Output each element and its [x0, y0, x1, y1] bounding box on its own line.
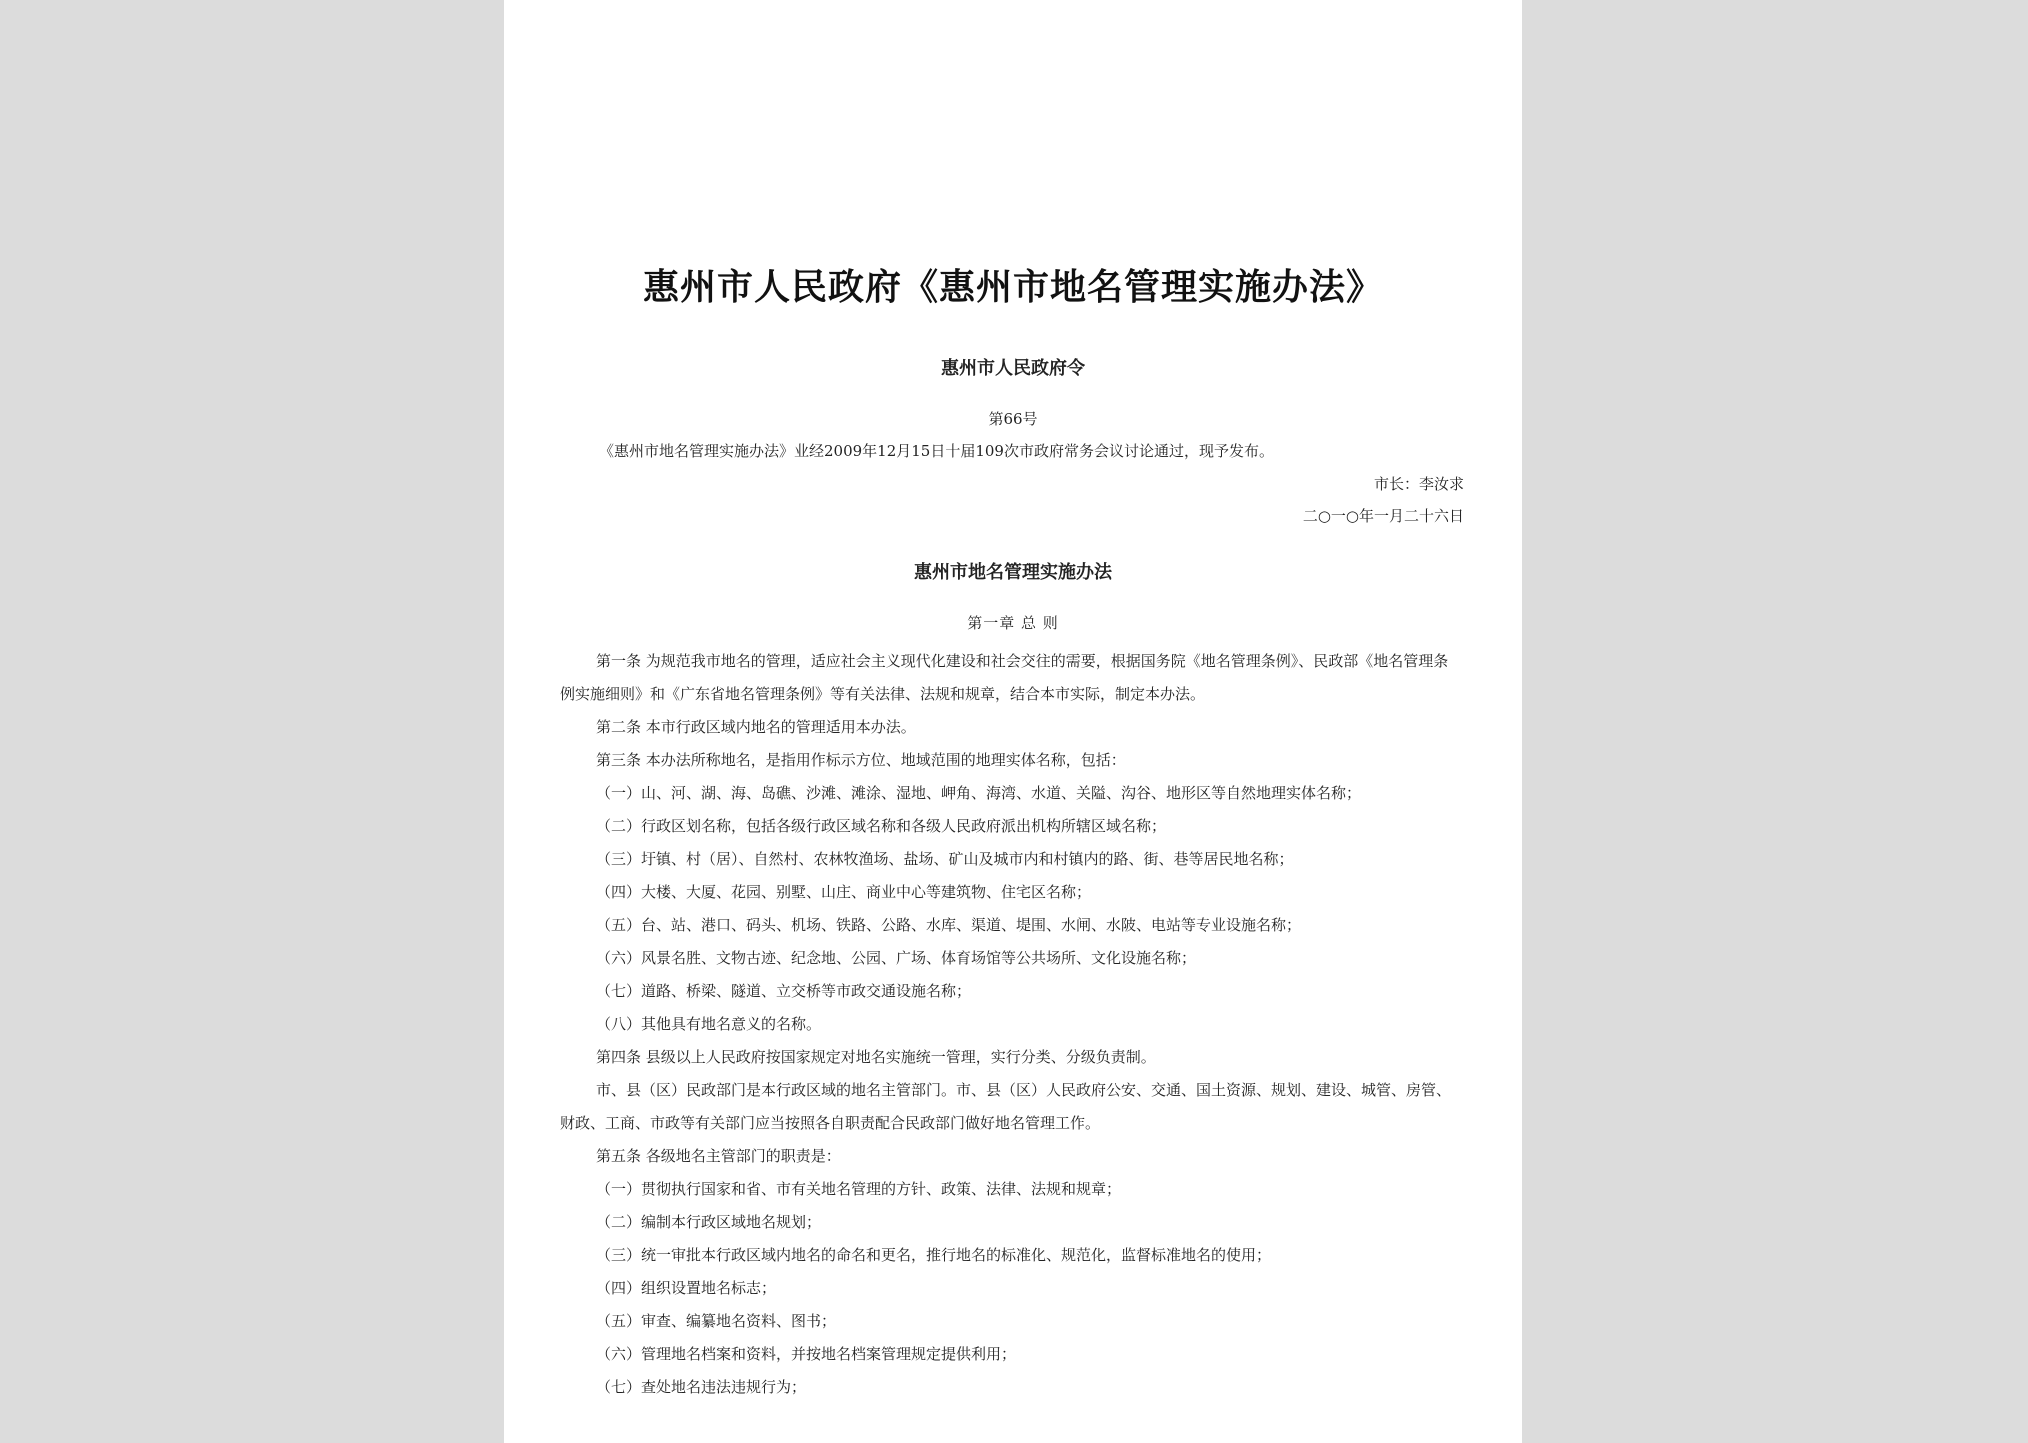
promulgation-text: 《惠州市地名管理实施办法》业经2009年12月15日十届109次市政府常务会议讨论通过，现予发布。	[599, 442, 1274, 460]
paragraph: 第五条 各级地名主管部门的职责是：	[596, 1147, 841, 1165]
paragraph: 市、县（区）民政部门是本行政区域的地名主管部门。市、县（区）人民政府公安、交通、国土资源、规划、建设、城管、房管、财政、工商、市政等有关部门应当按照各自职责配合民政部门做好地名管理工作。	[560, 1081, 1452, 1132]
paragraph: （三）圩镇、村（居）、自然村、农林牧渔场、盐场、矿山及城市内和村镇内的路、街、巷等居民地名称；	[596, 850, 1294, 868]
paragraph: （二）编制本行政区域地名规划；	[596, 1213, 822, 1231]
document-title: 惠州市人民政府《惠州市地名管理实施办法》	[642, 266, 1383, 308]
order-number: 第66号	[988, 410, 1038, 428]
chapter-title: 第一章 总 则	[967, 614, 1059, 632]
paragraph: （八）其他具有地名意义的名称。	[596, 1015, 822, 1033]
document-page	[504, 0, 1522, 1443]
regulation-body	[560, 645, 1455, 1404]
mayor-signature: 市长：李汝求	[1373, 475, 1464, 493]
paragraph: （七）道路、桥梁、隧道、立交桥等市政交通设施名称；	[596, 982, 972, 1000]
paragraph: （七）查处地名违法违规行为；	[596, 1378, 807, 1396]
paragraph: 第一条 为规范我市地名的管理，适应社会主义现代化建设和社会交往的需要，根据国务院《地名管理条例》、民政部《地名管理条例实施细则》和《广东省地名管理条例》等有关法律、法规和规章，结合本市实际，制定本办法。	[560, 652, 1449, 703]
paragraph: 第三条 本办法所称地名，是指用作标示方位、地域范围的地理实体名称，包括：	[596, 751, 1126, 769]
paragraph: （四）组织设置地名标志；	[596, 1279, 777, 1297]
paragraph: 第二条 本市行政区域内地名的管理适用本办法。	[596, 718, 916, 736]
paragraph: （一）山、河、湖、海、岛礁、沙滩、滩涂、湿地、岬角、海湾、水道、关隘、沟谷、地形区等自然地理实体名称；	[596, 784, 1362, 802]
paragraph: （四）大楼、大厦、花园、别墅、山庄、商业中心等建筑物、住宅区名称；	[596, 883, 1092, 901]
paragraph: （五）台、站、港口、码头、机场、铁路、公路、水库、渠道、堤围、水闸、水陂、电站等专业设施名称；	[596, 916, 1302, 934]
paragraph: （五）审查、编纂地名资料、图书；	[596, 1312, 837, 1330]
issue-date: 二○一○年一月二十六日	[1302, 507, 1464, 525]
paragraph: （六）管理地名档案和资料，并按地名档案管理规定提供利用；	[596, 1345, 1017, 1363]
order-title: 惠州市人民政府令	[941, 358, 1085, 379]
paragraph: （六）风景名胜、文物古迹、纪念地、公园、广场、体育场馆等公共场所、文化设施名称；	[596, 949, 1197, 967]
paragraph: （二）行政区划名称，包括各级行政区域名称和各级人民政府派出机构所辖区域名称；	[596, 817, 1167, 835]
paragraph: （一）贯彻执行国家和省、市有关地名管理的方针、政策、法律、法规和规章；	[596, 1180, 1122, 1198]
regulation-title: 惠州市地名管理实施办法	[914, 562, 1112, 583]
paragraph: 第四条 县级以上人民政府按国家规定对地名实施统一管理，实行分类、分级负责制。	[596, 1048, 1156, 1066]
paragraph: （三）统一审批本行政区域内地名的命名和更名，推行地名的标准化、规范化，监督标准地名的使用；	[596, 1246, 1272, 1264]
